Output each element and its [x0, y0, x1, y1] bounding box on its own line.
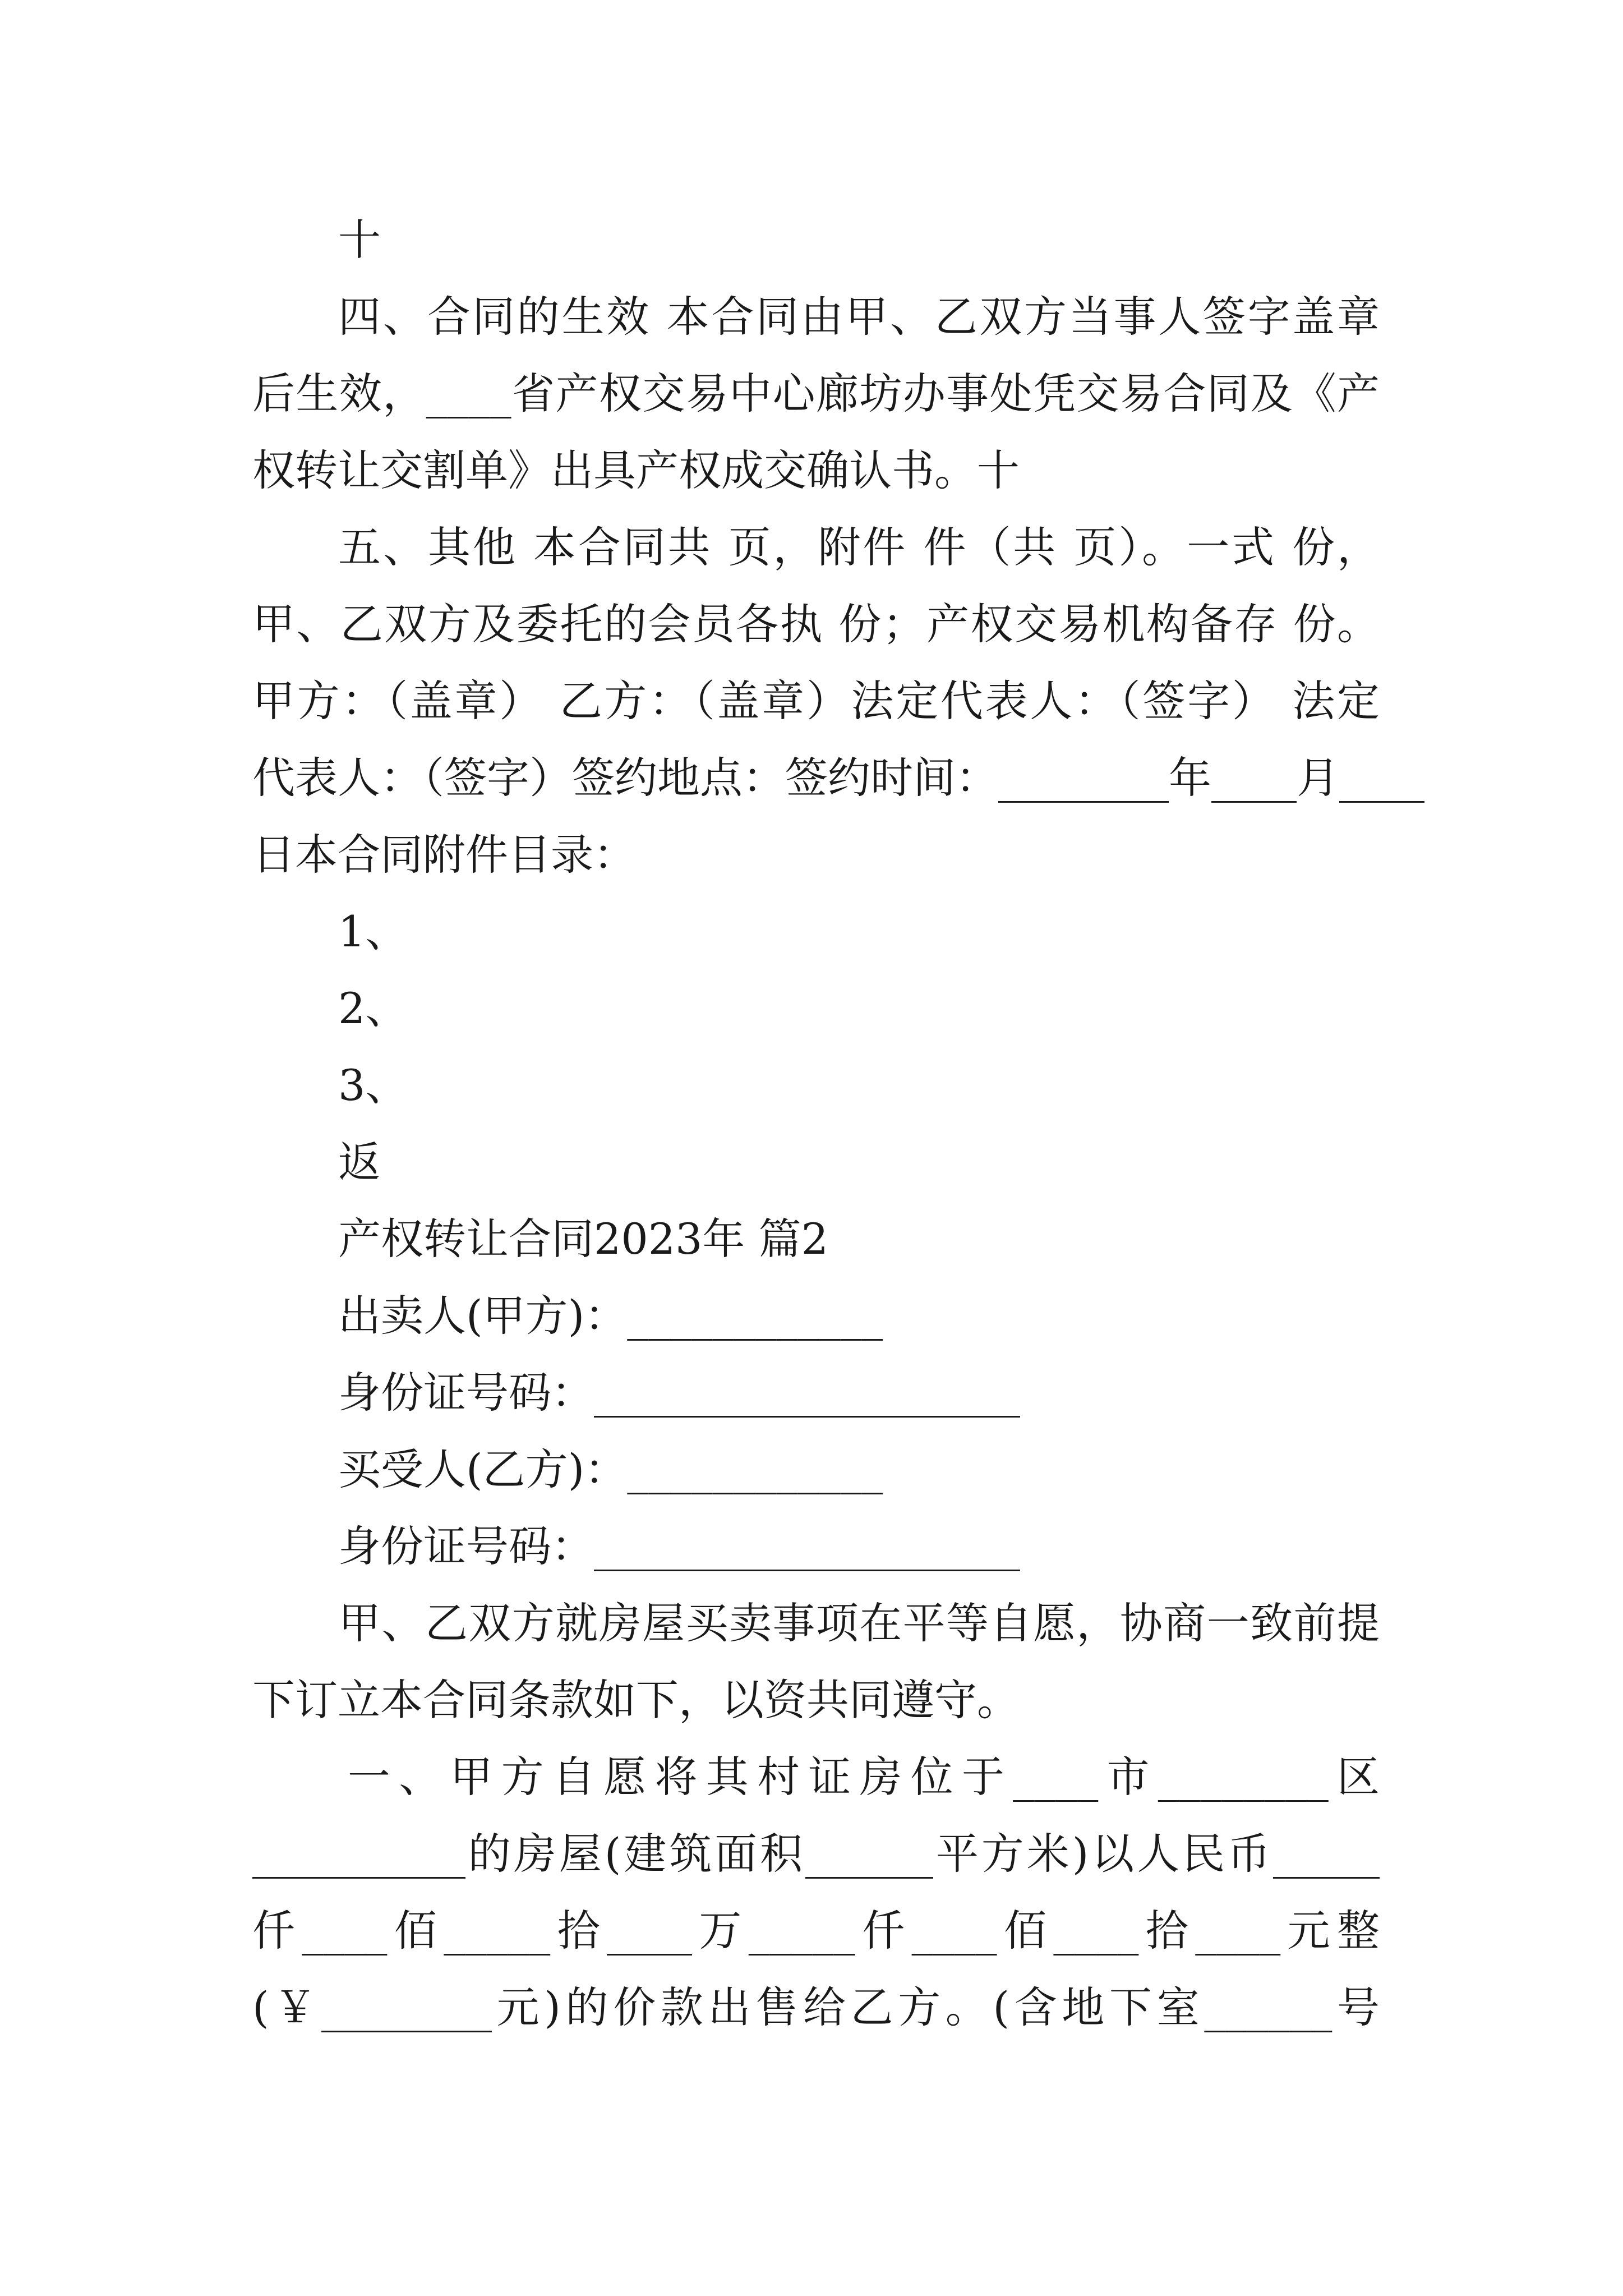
text-line: 返	[338, 1137, 381, 1187]
attachment-heading: 日本合同附件目录：	[252, 830, 636, 880]
text-line: 后生效，____省产权交易中心廊坊办事处凭交易合同及《产	[252, 369, 1380, 418]
signature-line: 甲方：（盖章） 乙方：（盖章）法定代表人：（签字） 法定	[252, 676, 1380, 726]
text-line: 甲、乙双方就房屋买卖事项在平等自愿，协商一致前提	[338, 1598, 1380, 1648]
document-title: 产权转让合同2023年 篇2	[338, 1214, 828, 1264]
clause-1-line: 仟____佰_____拾____万_____仟____佰____拾____元整	[252, 1906, 1380, 1955]
signature-line: 代表人：（签字）签约地点：签约时间：________年____月____	[252, 753, 1424, 803]
clause-1-line: 一、甲方自愿将其村证房位于____市________区	[348, 1752, 1380, 1802]
attachment-item: 2、	[338, 983, 408, 1033]
text-line: 权转让交割单》出具产权成交确认书。十	[252, 445, 1020, 495]
attachment-item: 1、	[338, 907, 408, 956]
seller-field: 出卖人(甲方)：____________	[338, 1291, 883, 1341]
section-heading-5: 五、其他 本合同共 页，附件 件（共 页）。一式 份，	[338, 522, 1380, 572]
attachment-item: 3、	[338, 1060, 408, 1110]
buyer-id-field: 身份证号码：____________________	[338, 1521, 1020, 1571]
text-line: 下订立本合同条款如下，以资共同遵守。	[252, 1675, 1020, 1725]
text-line: 十	[338, 215, 381, 265]
buyer-field: 买受人(乙方)：____________	[338, 1444, 883, 1494]
clause-1-line: (￥________元)的价款出售给乙方。(含地下室______号	[252, 1982, 1380, 2032]
clause-1-line: __________的房屋(建筑面积______平方米)以人民币_____	[252, 1829, 1380, 1879]
section-heading-4: 四、合同的生效 本合同由甲、乙双方当事人签字盖章	[338, 292, 1380, 342]
text-line: 甲、乙双方及委托的会员各执 份；产权交易机构备存 份。	[252, 599, 1380, 649]
seller-id-field: 身份证号码：____________________	[338, 1368, 1020, 1418]
